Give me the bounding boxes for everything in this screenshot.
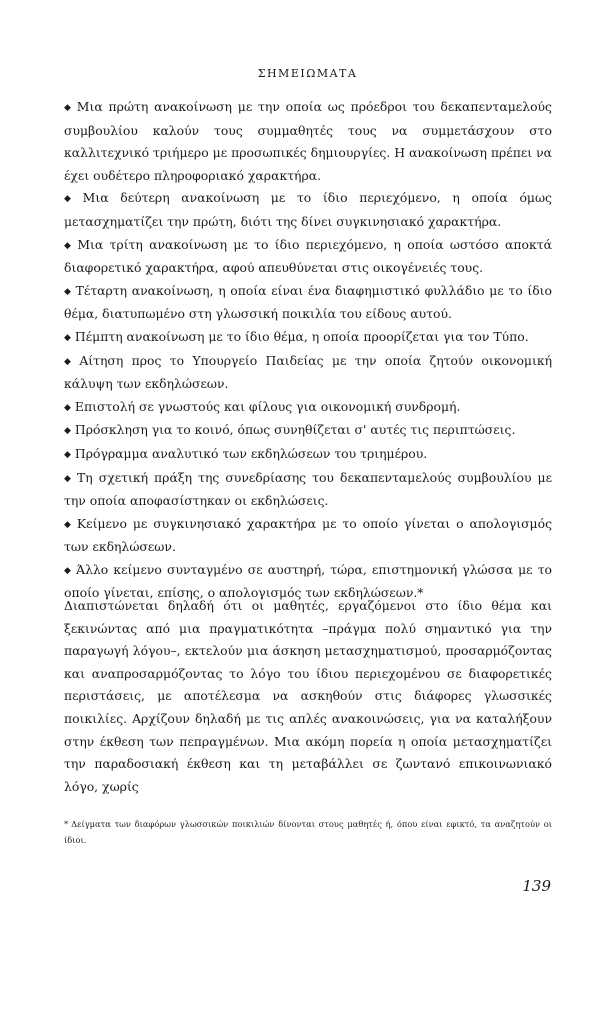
bullet-list: [64, 96, 552, 605]
bullet-text: Πρόσκληση για το κοινό, όπως συνηθίζεται σ' αυτές τις περιπτώσεις.: [74, 422, 516, 438]
footnote-text: Δείγματα των διαφόρων γλωσσικών ποικιλιών δίνονται στους μαθητές ή, όπου είναι εφικτό, τα αναζητούν οι ίδιοι.: [64, 819, 552, 845]
diamond-bullet-icon: ◆: [64, 194, 79, 205]
diamond-bullet-icon: ◆: [64, 356, 76, 367]
diamond-bullet-icon: ◆: [64, 565, 73, 576]
body-paragraph: Διαπιστώνεται δηλαδή ότι οι μαθητές, εργαζόμενοι στο ίδιο θέμα και ξεκινώντας από μια πραγματικότητα –πράγμα πολύ σημαντικό για την παραγωγή λόγου–, εκτελούν μια άσκηση μετασχηματισμού, προσαρμόζοντας και αναπροσαρμόζοντας το λόγο του ίδιου περιεχομένου σε διαφορετικές περιστάσεις, με αποτέλεσμα να ασκηθούν στις διάφορες γλωσσικές ποικιλίες. Αρχίζουν δηλαδή με τις απλές ανακοινώσεις, για να καταλήξουν στην έκθεση των πεπραγμένων. Μια ακόμη πορεία η οποία μετασχηματίζει την παραδοσιακή έκθεση και τη μεταβάλλει σε ζωντανό επικοινωνιακό λόγο, χωρίς: [64, 598, 552, 794]
bullet-item: [64, 234, 552, 280]
bullet-item: [64, 280, 552, 326]
bullet-text: Τη σχετική πράξη της συνεδρίασης του δεκαπενταμελούς συμβουλίου με την οποία αποφασίστηκαν οι εκδηλώσεις.: [64, 469, 552, 509]
diamond-bullet-icon: ◆: [64, 519, 73, 530]
bullet-item: [64, 443, 552, 467]
bullet-text: Τέταρτη ανακοίνωση, η οποία είναι ένα διαφημιστικό φυλλάδιο με το ίδιο θέμα, διατυπωμένο στη γλωσσική ποικιλία του είδους αυτού.: [64, 282, 553, 322]
bullet-item: [64, 326, 552, 350]
diamond-bullet-icon: ◆: [64, 473, 74, 484]
running-head: ΣΗΜΕΙΩΜΑΤΑ: [257, 67, 358, 80]
bullet-text: Πρόγραμμα αναλυτικό των εκδηλώσεων του τριημέρου.: [74, 445, 428, 461]
bullet-text: Πέμπτη ανακοίνωση με το ίδιο θέμα, η οποία προορίζεται για τον Τύπο.: [74, 328, 529, 344]
bullet-text: Μια δεύτερη ανακοίνωση με το ίδιο περιεχόμενο, η οποία όμως μετασχηματίζει την πρώτη, διότι της δίνει συγκινησιακό χαρακτήρα.: [64, 190, 552, 229]
diamond-bullet-icon: ◆: [64, 332, 71, 343]
bullet-item: [64, 467, 552, 513]
bullet-item: [64, 396, 552, 420]
diamond-bullet-icon: ◆: [64, 402, 71, 413]
bullet-item: [64, 96, 552, 187]
diamond-bullet-icon: ◆: [64, 103, 73, 113]
footnote: [64, 816, 552, 848]
page-number: 139: [522, 877, 551, 895]
bullet-text: Άλλο κείμενο συνταγμένο σε αυστηρή, τώρα, επιστημονική γλώσσα με το οποίο γίνεται, επίσης, ο απολογισμός των εκδηλώσεων.*: [64, 561, 553, 601]
diamond-bullet-icon: ◆: [64, 449, 71, 460]
bullet-item: [64, 513, 552, 559]
diamond-bullet-icon: ◆: [64, 240, 74, 251]
bullet-item: [64, 350, 552, 396]
bullet-item: [64, 187, 552, 233]
bullet-text: Αίτηση προς το Υπουργείο Παιδείας με την οποία ζητούν οικονομική κάλυψη των εκδηλώσεων.: [64, 352, 552, 392]
bullet-text: Μια τρίτη ανακοίνωση με το ίδιο περιεχόμενο, η οποία ωστόσο αποκτά διαφορετικό χαρακτήρα, αφού απευθύνεται στις οικογένειές τους.: [64, 236, 552, 276]
bullet-text: Κείμενο με συγκινησιακό χαρακτήρα με το οποίο γίνεται ο απολογισμός των εκδηλώσεων.: [64, 515, 553, 555]
diamond-bullet-icon: ◆: [64, 286, 72, 297]
bullet-item: [64, 419, 552, 443]
footnote-mark: *: [64, 819, 69, 829]
bullet-text: Επιστολή σε γνωστούς και φίλους για οικονομική συνδρομή.: [74, 398, 461, 414]
diamond-bullet-icon: ◆: [64, 426, 71, 437]
bullet-text: Μια πρώτη ανακοίνωση με την οποία ως πρόεδροι του δεκαπενταμελούς συμβουλίου καλούν τους συμμαθητές τους να συμμετάσχουν στο καλλιτεχνικό τριήμερο με προσωπικές δημιουργίες. Η ανακοίνωση πρέπει να έχει ουδέτερο πληροφοριακό χαρακτήρα.: [64, 99, 552, 183]
